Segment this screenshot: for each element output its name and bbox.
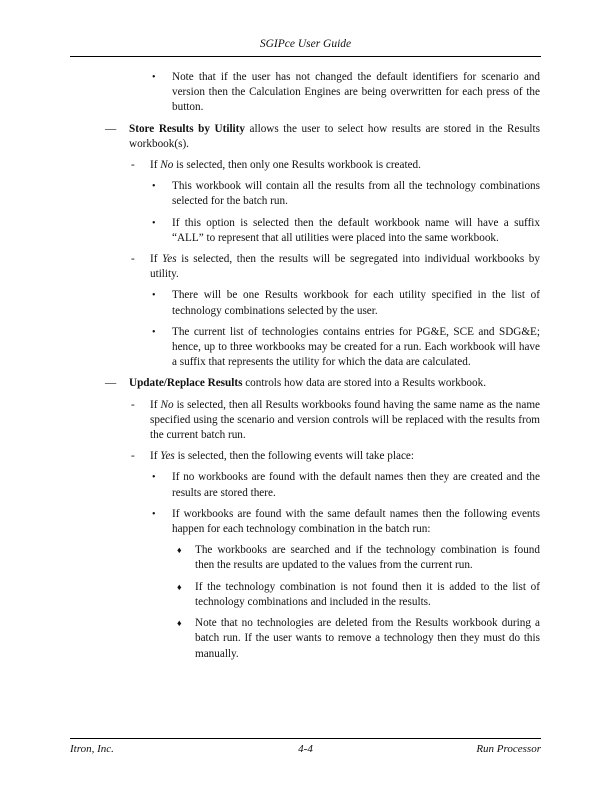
text-body: controls how data are stored into a Results workbook. xyxy=(242,377,487,390)
list-item-text xyxy=(195,581,540,608)
text-body: allows the user to select how results are stored in the Results workbook(s). xyxy=(129,122,540,150)
list-item-text xyxy=(150,399,540,441)
text-body: Note that if the user has not changed the default identifiers for scenario and version then the Calculation Engines are being overwritten for each press of the button. xyxy=(172,71,540,114)
document-body xyxy=(0,70,612,668)
bullet-icon: • xyxy=(152,72,156,83)
text-body: There will be one Results workbook for each utility specified in the list of technology combinations selected by the user. xyxy=(172,289,540,317)
bullet-icon: • xyxy=(152,472,156,484)
list-item-text xyxy=(172,289,540,316)
list-item-text xyxy=(172,471,540,498)
list-item-text xyxy=(195,544,540,571)
bullet-icon: • xyxy=(152,326,156,338)
text-body: If workbooks are found with the same default names then the following events happen for each technology combination in the batch run: xyxy=(172,507,540,536)
list-item-text xyxy=(172,180,540,207)
hyphen-marker-icon: - xyxy=(131,253,135,266)
list-item xyxy=(105,122,540,152)
option-name: Store Results by Utility xyxy=(129,122,245,135)
footer-page-number: 4-4 xyxy=(298,743,313,755)
list-item xyxy=(131,398,540,444)
list-item-text xyxy=(195,617,540,659)
list-item-text xyxy=(172,217,540,244)
text-body: If the technology combination is not found then it is added to the list of technology combinations and included in the results. xyxy=(195,580,540,608)
bullet-icon: • xyxy=(152,290,156,302)
header-rule xyxy=(70,56,541,57)
option-value: No xyxy=(160,398,174,411)
list-item xyxy=(152,179,540,209)
list-item xyxy=(152,216,540,246)
text-prefix: If xyxy=(150,398,161,411)
list-item xyxy=(131,449,540,464)
list-item xyxy=(177,616,540,662)
diamond-bullet-icon: ♦ xyxy=(177,545,182,556)
list-item-text xyxy=(150,450,414,462)
list-item-text xyxy=(150,253,540,280)
footer-section: Run Processor xyxy=(476,743,541,755)
hyphen-marker-icon: - xyxy=(131,450,135,463)
list-item xyxy=(177,580,540,610)
diamond-bullet-icon: ♦ xyxy=(177,618,182,629)
dash-marker-icon: — xyxy=(105,377,117,390)
option-value: Yes xyxy=(162,253,177,266)
list-item xyxy=(105,376,540,391)
text-prefix: If xyxy=(150,159,161,172)
hyphen-marker-icon: - xyxy=(131,159,135,172)
dash-marker-icon: — xyxy=(105,122,117,135)
bullet-icon: • xyxy=(152,217,156,229)
list-item xyxy=(152,288,540,318)
option-value: Yes xyxy=(160,450,175,463)
option-value: No xyxy=(160,159,174,172)
text-prefix: If xyxy=(150,450,161,463)
footer-company: Itron, Inc. xyxy=(70,743,114,755)
option-name: Update/Replace Results xyxy=(129,377,243,390)
text-body: is selected, then only one Results workbook is created. xyxy=(173,159,421,172)
text-body: If no workbooks are found with the default names then they are created and the results are stored there. xyxy=(172,471,540,499)
text-body: is selected, then all Results workbooks found having the same name as the name specified using the scenario and version controls will be replaced with the results from the current batch run. xyxy=(150,398,540,442)
list-item xyxy=(152,470,540,500)
list-item xyxy=(131,252,540,282)
list-item-text xyxy=(129,377,486,389)
text-prefix: If xyxy=(150,253,163,266)
list-item-text xyxy=(150,159,421,171)
text-body: This workbook will contain all the results from all the technology combinations selected for the batch run. xyxy=(172,180,540,208)
text-body: is selected, then the following events will take place: xyxy=(174,450,414,463)
list-item xyxy=(152,325,540,371)
diamond-bullet-icon: ♦ xyxy=(177,581,182,592)
text-body: The current list of technologies contains entries for PG&E, SCE and SDG&E; hence, up to three workbooks may be created for a run. Each workbook will have a suffix that represents the utility for which the data are calculated. xyxy=(172,325,540,369)
bullet-icon: • xyxy=(152,181,156,193)
list-item xyxy=(177,543,540,573)
hyphen-marker-icon: - xyxy=(131,398,135,411)
list-item-text xyxy=(172,71,540,113)
list-item xyxy=(152,507,540,537)
list-item-text xyxy=(129,123,540,150)
text-body: Note that no technologies are deleted from the Results workbook during a batch run. If the user wants to remove a technology then they must do this manually. xyxy=(195,617,540,660)
list-item xyxy=(131,158,540,173)
text-body: is selected, then the results will be segregated into individual workbooks by utility. xyxy=(150,253,540,281)
list-item xyxy=(152,70,540,116)
bullet-icon: • xyxy=(152,508,156,520)
footer-rule xyxy=(70,738,541,739)
text-body: The workbooks are searched and if the technology combination is found then the results are updated to the values from the current run. xyxy=(195,544,540,572)
text-body: If this option is selected then the default workbook name will have a suffix “ALL” to represent that all utilities were placed into the same workbook. xyxy=(172,216,540,244)
list-item-text xyxy=(172,508,540,535)
list-item-text xyxy=(172,326,540,368)
page-header-title: SGIPce User Guide xyxy=(259,38,352,50)
